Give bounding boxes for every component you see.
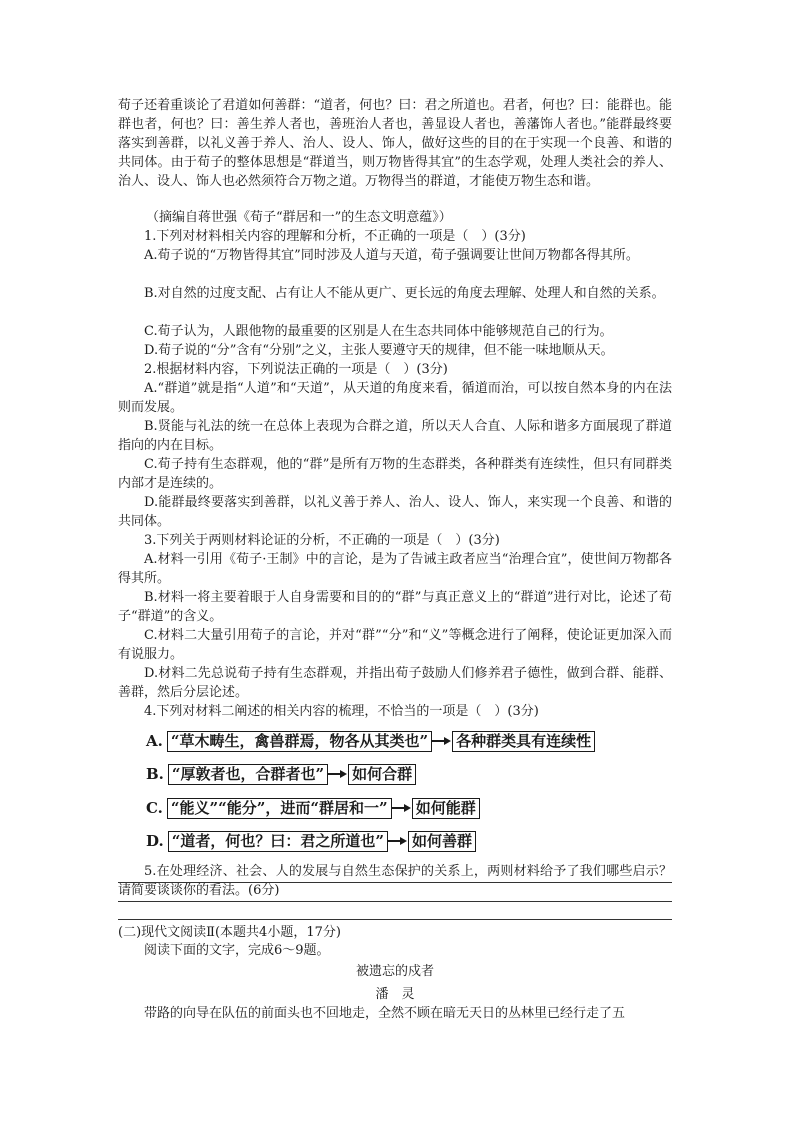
conclusion-box: 如何合群 [348, 764, 416, 785]
section-heading: (二)现代文阅读Ⅱ(本题共4小题，17分) [118, 925, 341, 940]
q4-stem: 4.下列对材料二阐述的相关内容的梳理，不恰当的一项是（ ）(3分) [144, 704, 539, 719]
q4-option-d [146, 830, 476, 852]
q5-stem: 5.在处理经济、社会、人的发展与自然生态保护的关系上，两则材料给予了我们哪些启示？请简要谈谈你的看法。(6分) [118, 864, 672, 898]
story-title: 被遗忘的戍者 [355, 964, 434, 979]
quote-box: “道者，何也？曰：君之所道也” [168, 831, 388, 852]
conclusion-box: 如何能群 [412, 798, 480, 819]
q1-option-b: B.对自然的过度支配、占有让人不能从更广、更长远的角度去理解、处理人和自然的关系。 [144, 286, 665, 301]
right-arrow-icon [392, 803, 412, 813]
story-author: 潘 灵 [375, 987, 415, 1002]
section-instruction: 阅读下面的文字，完成6～9题。 [144, 943, 330, 958]
q4-option-c [146, 797, 480, 819]
option-letter: D. [146, 832, 164, 850]
option-letter: C. [146, 799, 163, 817]
q3-option-a: A.材料一引用《荀子·王制》中的言论，是为了告诫主政者应当“治理合宜”，使世间万物都各得其所。 [118, 552, 672, 586]
option-letter: B. [146, 765, 164, 783]
answer-line [118, 901, 672, 902]
option-letter: A. [146, 732, 163, 750]
quote-box: “草木畴生，禽兽群焉，物各从其类也” [167, 731, 432, 752]
quote-box: “厚敦者也，合群者也” [168, 764, 328, 785]
q3-stem: 3.下列关于两则材料论证的分析，不正确的一项是（ ）(3分) [144, 533, 500, 548]
story-first-line: 带路的向导在队伍的前面头也不回地走，全然不顾在暗无天日的丛林里已经行走了五 [144, 1006, 626, 1021]
q2-option-a: A.“群道”就是指“人道”和“天道”，从天道的角度来看，循道而治，可以按自然本身的内在法则而发展。 [118, 381, 672, 415]
answer-line [118, 919, 672, 920]
q1-option-a: A.荀子说的“万物皆得其宜”同时涉及人道与天道，荀子强调要让世间万物都各得其所。 [144, 248, 639, 263]
q1-option-c: C.荀子认为，人跟他物的最重要的区别是人在生态共同体中能够规范自己的行为。 [144, 324, 613, 339]
answer-line [118, 882, 672, 883]
passage-source: （摘编自蒋世强《荀子“群居和一”的生态文明意蕴》） [146, 210, 452, 225]
q2-option-b: B.贤能与礼法的统一在总体上表现为合群之道，所以天人合直、人际和谐多方面展现了群道指向的内在目标。 [118, 419, 672, 453]
q3-option-c: C.材料二大量引用荀子的言论，并对“群”“分”和“义”等概念进行了阐释，使论证更加深入而有说服力。 [118, 628, 672, 662]
q4-option-b [146, 763, 416, 785]
right-arrow-icon [432, 736, 452, 746]
passage-paragraph: 荀子还着重谈论了君道如何善群：“道者，何也？曰：君之所道也。君者，何也？曰：能群也。能群也者，何也？曰：善生养人者也，善班治人者也，善显设人者也，善藩饰人者也。”能群最终要落实到善群，以礼义善于养人、治人、设人、饰人，做好这些的目的在于实现一个良善、和谐的共同体。由于荀子的整体思想是“群道当，则万物皆得其宜”的生态学观，处理人类社会的养人、治人、设人、饰人也必然须符合万物之道。万物得当的群道，才能使万物生态和谐。 [118, 98, 672, 189]
right-arrow-icon [328, 769, 348, 779]
q2-option-c: C.荀子持有生态群观，他的“群”是所有万物的生态群类，各种群类有连续性，但只有同群类内部才是连续的。 [118, 457, 672, 491]
conclusion-box: 如何善群 [408, 831, 476, 852]
q4-option-a [146, 730, 595, 752]
q1-stem: 1.下列对材料相关内容的理解和分析，不正确的一项是（ ）(3分) [144, 229, 526, 244]
conclusion-box: 各种群类具有连续性 [452, 731, 595, 752]
q2-stem: 2.根据材料内容，下列说法正确的一项是（ ）(3分) [144, 362, 448, 377]
q1-option-d: D.荀子说的“分”含有“分别”之义，主张人要遵守天的规律，但不能一味地顺从天。 [144, 343, 614, 358]
right-arrow-icon [388, 836, 408, 846]
q3-option-d: D.材料二先总说荀子持有生态群观，并指出荀子鼓励人们修养君子德性，做到合群、能群、善群，然后分层论述。 [118, 666, 672, 700]
q3-option-b: B.材料一将主要着眼于人自身需要和目的的“群”与真正意义上的“群道”进行对比，论述了荀子“群道”的含义。 [118, 590, 672, 624]
q2-option-d: D.能群最终要落实到善群，以礼义善于养人、治人、设人、饰人，来实现一个良善、和谐的共同体。 [118, 495, 672, 529]
quote-box: “能义”“能分”，进而“群居和一” [167, 798, 392, 819]
